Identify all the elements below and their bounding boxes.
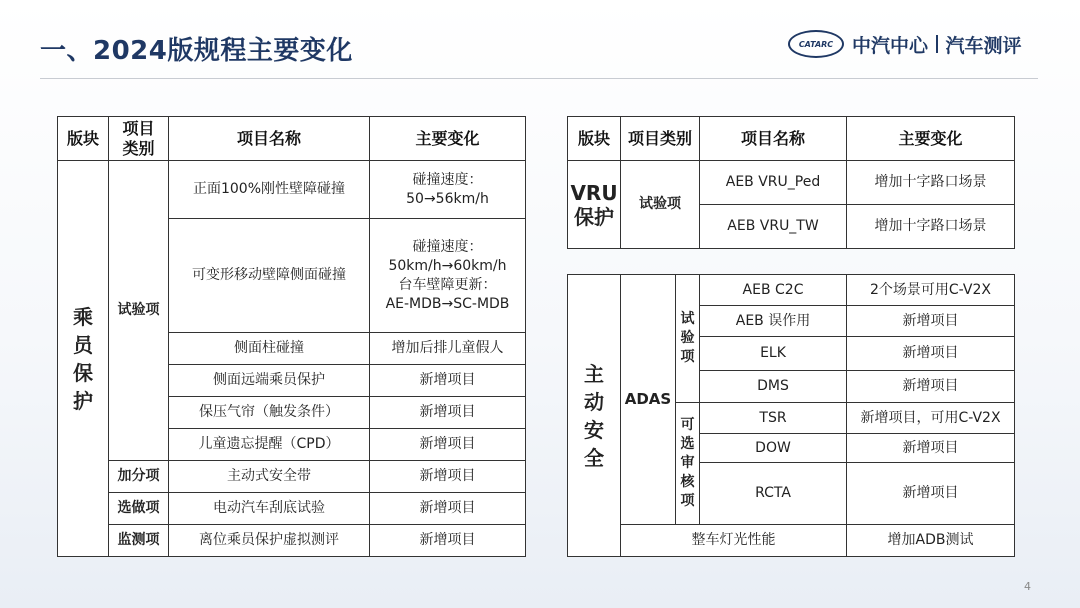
change-cell: 碰撞速度： 50→56km/h [370, 161, 526, 219]
category-cell: 加分项 [109, 461, 169, 493]
header-cell: 项目 类别 [109, 117, 169, 161]
change-cell: 新增项目 [370, 429, 526, 461]
item-name-cell: AEB C2C [700, 275, 847, 306]
group-cell: 试 验 项 [676, 275, 700, 403]
table-row [568, 161, 1015, 205]
change-cell: 新增项目 [370, 365, 526, 397]
item-name-cell: 保压气帘（触发条件） [169, 397, 370, 429]
logo-product-text: 汽车测评 [945, 34, 1022, 57]
change-cell: 新增项目 [370, 397, 526, 429]
header-cell: 项目名称 [700, 117, 847, 161]
item-name-cell: DOW [700, 434, 847, 463]
change-cell: 新增项目 [847, 463, 1015, 525]
subsection-cell: ADAS [621, 275, 676, 525]
brand-logo [788, 30, 1022, 58]
table-row [568, 525, 1015, 557]
item-name-cell: 侧面柱碰撞 [169, 333, 370, 365]
catarc-logo-icon: CATARC [788, 30, 844, 58]
header-cell: 版块 [568, 117, 621, 161]
occupant-protection-table [57, 116, 526, 557]
category-cell: 试验项 [109, 161, 169, 461]
item-name-cell: TSR [700, 403, 847, 434]
item-name-cell: 儿童遗忘提醒（CPD） [169, 429, 370, 461]
page-title: 一、2024版规程主要变化 [40, 36, 353, 66]
change-cell: 增加十字路口场景 [847, 205, 1015, 249]
item-name-cell: AEB VRU_Ped [700, 161, 847, 205]
table-row [58, 461, 526, 493]
item-name-cell: 正面100%刚性壁障碰撞 [169, 161, 370, 219]
item-name-cell: 离位乘员保护虚拟测评 [169, 525, 370, 557]
change-cell: 新增项目 [370, 461, 526, 493]
table-row [58, 525, 526, 557]
page-number: 4 [1024, 580, 1031, 593]
change-cell: 增加十字路口场景 [847, 161, 1015, 205]
change-cell: 增加ADB测试 [847, 525, 1015, 557]
header-cell: 版块 [58, 117, 109, 161]
logo-org-text: 中汽中心 [852, 34, 929, 57]
header-cell: 主要变化 [847, 117, 1015, 161]
table-row [58, 161, 526, 219]
change-cell: 新增项目 [847, 371, 1015, 403]
category-cell: 试验项 [621, 161, 700, 249]
vru-protection-table [567, 116, 1015, 249]
item-name-cell: DMS [700, 371, 847, 403]
change-cell: 碰撞速度： 50km/h→60km/h 台车壁障更新： AE-MDB→SC-MDB [370, 219, 526, 333]
item-name-cell: ELK [700, 337, 847, 371]
item-name-cell: AEB 误作用 [700, 306, 847, 337]
table-row [58, 493, 526, 525]
header-cell: 主要变化 [370, 117, 526, 161]
category-cell: 监测项 [109, 525, 169, 557]
header-cell: 项目类别 [621, 117, 700, 161]
table-row [568, 275, 1015, 306]
item-name-cell: 主动式安全带 [169, 461, 370, 493]
header-divider [40, 78, 1038, 79]
item-name-cell: 可变形移动壁障侧面碰撞 [169, 219, 370, 333]
item-name-cell: RCTA [700, 463, 847, 525]
item-name-cell: AEB VRU_TW [700, 205, 847, 249]
header-cell: 项目名称 [169, 117, 370, 161]
table-header-row [58, 117, 526, 161]
change-cell: 新增项目，可用C-V2X [847, 403, 1015, 434]
change-cell: 2个场景可用C-V2X [847, 275, 1015, 306]
item-name-cell: 侧面远端乘员保护 [169, 365, 370, 397]
group-cell: 可 选 审 核 项 [676, 403, 700, 525]
section-cell: VRU 保护 [568, 161, 621, 249]
item-name-cell: 电动汽车刮底试验 [169, 493, 370, 525]
change-cell: 新增项目 [370, 493, 526, 525]
change-cell: 新增项目 [847, 337, 1015, 371]
section-cell: 主 动 安 全 [568, 275, 621, 557]
change-cell: 新增项目 [370, 525, 526, 557]
change-cell: 增加后排儿童假人 [370, 333, 526, 365]
item-name-cell: 整车灯光性能 [621, 525, 847, 557]
section-cell: 乘 员 保 护 [58, 161, 109, 557]
category-cell: 选做项 [109, 493, 169, 525]
table-header-row [568, 117, 1015, 161]
change-cell: 新增项目 [847, 306, 1015, 337]
change-cell: 新增项目 [847, 434, 1015, 463]
logo-divider [936, 35, 938, 53]
active-safety-table [567, 274, 1015, 557]
